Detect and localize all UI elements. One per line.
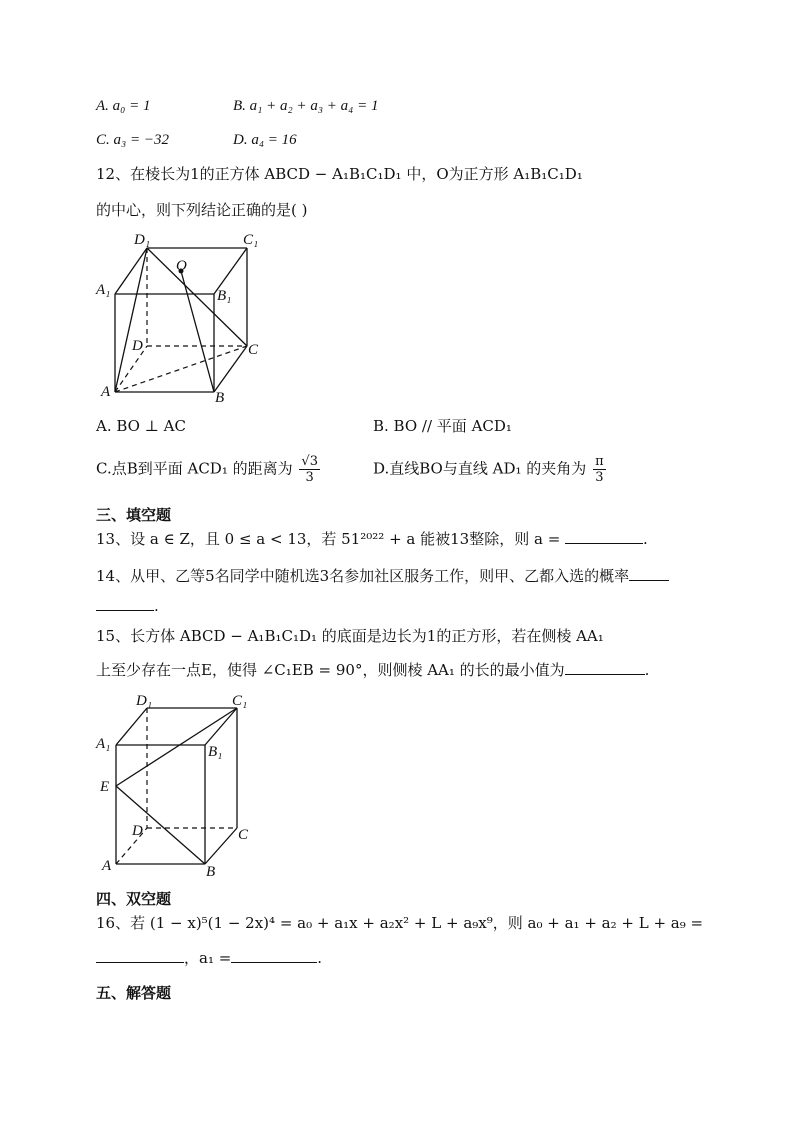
q13-period: . [643, 530, 648, 548]
q12-option-d-denominator: 3 [595, 470, 604, 485]
q16-text-line1: 16、若 (1 − x)⁵(1 − 2x)⁴ = a₀ + a₁x + a₂x² + L + a₉x⁹，则 a₀ + a₁ + a₂ + L + a₉ = [96, 914, 704, 932]
label-a: A [102, 858, 112, 874]
q15-answer-blank[interactable] [565, 660, 645, 675]
q16-second-prompt: ，a₁ = [184, 949, 232, 967]
edge-a1-d1 [116, 708, 147, 745]
q13-text [96, 529, 648, 549]
q13-answer-blank[interactable] [565, 529, 643, 544]
label-d: D [132, 823, 143, 839]
q11-option-c: C. a₃ = −32 [96, 132, 169, 148]
q15-stem: 上至少存在一点E，使得 ∠C₁EB = 90°，则侧棱 AA₁ 的长的最小值为 [96, 661, 565, 679]
q11-option-d: D. a₄ = 16 [233, 132, 297, 148]
q14-stem: 14、从甲、乙等5名同学中随机选3名参加社区服务工作，则甲、乙都入选的概率 [96, 567, 630, 585]
label-c1: C₁ [232, 693, 248, 709]
label-d1: D₁ [134, 232, 151, 248]
q13-stem: 13、设 a ∈ Z，且 0 ≤ a < 13，若 51²⁰²² + a 能被13整除，则 a = [96, 530, 566, 548]
q16-period: . [317, 949, 323, 967]
label-e: E [100, 779, 110, 795]
edge-b-c [205, 828, 237, 864]
q12-option-c [96, 454, 322, 485]
q14-answer-blank-part2[interactable] [96, 596, 154, 611]
q16-answer-blank-1[interactable] [96, 948, 184, 963]
q14-period: . [154, 597, 159, 615]
label-d1: D₁ [136, 693, 153, 709]
q12-option-d-numerator: π [595, 454, 604, 469]
label-b1: B₁ [208, 744, 223, 760]
segment-e-b [116, 786, 205, 864]
label-b: B [215, 390, 225, 406]
edge-a-d1 [115, 248, 147, 392]
label-a1: A₁ [96, 736, 111, 752]
q12-cube-figure [92, 226, 272, 406]
q12-option-b: B. BO // 平面 ACD₁ [373, 417, 512, 435]
q12-option-d-text: D.直线BO与直线 AD₁ 的夹角为 [373, 459, 587, 478]
label-o: O [176, 258, 187, 274]
segment-o-b [181, 271, 214, 392]
q12-option-c-fraction [299, 454, 320, 485]
q14-answer-blank-part1[interactable] [629, 566, 669, 581]
edge-b-c [214, 346, 247, 392]
label-c: C [248, 342, 259, 358]
label-a: A [101, 384, 111, 400]
q12-option-c-text: C.点B到平面 ACD₁ 的距离为 [96, 459, 293, 478]
q12-option-c-denominator: 3 [305, 470, 314, 485]
label-b: B [206, 864, 216, 880]
section-title-double-blank: 四、双空题 [96, 890, 172, 908]
section-title-solutions: 五、解答题 [96, 984, 172, 1002]
q14-text-line2 [96, 596, 159, 616]
q16-text-line2 [96, 948, 322, 968]
q15-text-line2 [96, 660, 649, 680]
q12-option-d-fraction [593, 454, 606, 485]
label-c1: C₁ [243, 232, 259, 248]
q15-cuboid-figure [92, 690, 262, 890]
label-c: C [238, 827, 249, 843]
label-b1: B₁ [217, 288, 232, 304]
q11-option-b: B. a₁ + a₂ + a₃ + a₄ = 1 [233, 98, 379, 114]
edge-b1-c1 [205, 708, 237, 745]
q15-period: . [644, 661, 650, 679]
q16-answer-blank-2[interactable] [231, 948, 317, 963]
label-d: D [132, 338, 143, 354]
q14-text-line1 [96, 566, 669, 586]
q12-option-a: A. BO ⊥ AC [96, 417, 186, 435]
q12-stem-line2: 的中心，则下列结论正确的是( ) [96, 201, 308, 219]
q12-option-c-numerator: √3 [301, 454, 318, 469]
q11-option-a: A. a₀ = 1 [96, 98, 151, 114]
label-a1: A₁ [96, 282, 111, 298]
q12-stem-line1: 12、在棱长为1的正方体 ABCD − A₁B₁C₁D₁ 中，O为正方形 A₁B₁C₁D₁ [96, 165, 583, 183]
section-title-fill-in: 三、填空题 [96, 506, 172, 524]
q15-text-line1: 15、长方体 ABCD − A₁B₁C₁D₁ 的底面是边长为1的正方形，若在侧棱 AA₁ [96, 627, 604, 645]
q12-option-d [373, 454, 608, 485]
